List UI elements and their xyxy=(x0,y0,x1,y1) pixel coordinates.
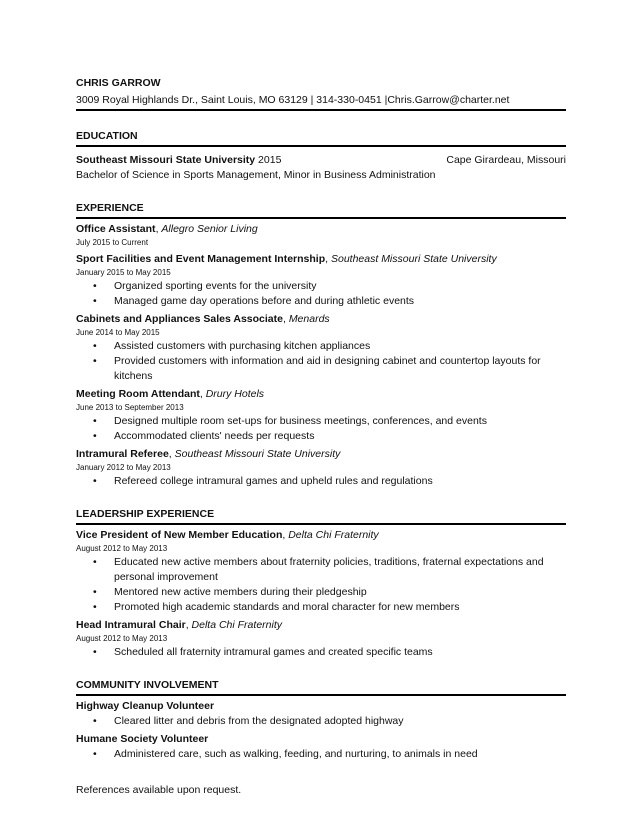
job-dates: August 2012 to May 2013 xyxy=(76,544,168,553)
job-role: Head Intramural Chair xyxy=(76,619,186,631)
job-separator: , xyxy=(325,253,331,265)
contact-line: 3009 Royal Highlands Dr., Saint Louis, MO 63129 | 314-330-0451 |Chris.Garrow@charter.net xyxy=(76,94,566,111)
bullet-list xyxy=(76,414,566,444)
education-school-row xyxy=(76,153,566,168)
job-organization: Delta Chi Fraternity xyxy=(288,529,379,541)
bullet-list xyxy=(76,645,566,660)
education-year: 2015 xyxy=(255,154,282,166)
job-role: Vice President of New Member Education xyxy=(76,529,283,541)
job-role: Meeting Room Attendant xyxy=(76,388,200,400)
section-title-community: COMMUNITY INVOLVEMENT xyxy=(76,679,566,696)
bullet-list xyxy=(76,339,566,384)
job-role: Cabinets and Appliances Sales Associate xyxy=(76,313,283,325)
job-role: Highway Cleanup Volunteer xyxy=(76,700,215,712)
job-separator: , xyxy=(168,448,175,460)
job-title-line xyxy=(76,252,566,267)
resume-page xyxy=(76,64,566,796)
experience-list xyxy=(76,222,566,489)
job-title-line xyxy=(76,618,566,633)
job-title-line xyxy=(76,387,566,402)
job-title-line xyxy=(76,222,566,237)
bullet-item: • Provided customers with information and aid in designing cabinet and countertop layouts for kitchens xyxy=(76,354,566,384)
references-note: References available upon request. xyxy=(76,784,242,796)
bullet-item: • Assisted customers with purchasing kitchen appliances xyxy=(76,339,566,354)
bullet-list xyxy=(76,555,566,615)
bullet-item: • Cleared litter and debris from the designated adopted highway xyxy=(76,714,566,729)
bullet-item: • Scheduled all fraternity intramural games and created specific teams xyxy=(76,645,566,660)
job-dates: January 2012 to May 2013 xyxy=(76,463,171,472)
community-list xyxy=(76,699,566,762)
job-organization: Menards xyxy=(288,313,330,325)
bullet-item: • Accommodated clients' needs per requests xyxy=(76,429,566,444)
job-title-line xyxy=(76,732,566,747)
bullet-item: • Administered care, such as walking, feeding, and nurturing, to animals in need xyxy=(76,747,566,762)
bullet-item: • Mentored new active members during their pledgeship xyxy=(76,585,566,600)
bullet-list xyxy=(76,474,566,489)
job-role: Humane Society Volunteer xyxy=(76,733,209,745)
section-title-education: EDUCATION xyxy=(76,130,566,147)
leadership-list xyxy=(76,528,566,660)
job-separator: , xyxy=(185,619,192,631)
education-school: Southeast Missouri State University xyxy=(76,154,256,166)
bullet-list xyxy=(76,279,566,309)
job-title-line xyxy=(76,528,566,543)
bullet-item: • Refereed college intramural games and upheld rules and regulations xyxy=(76,474,566,489)
job-organization: Drury Hotels xyxy=(205,388,265,400)
education-school-wrap xyxy=(76,153,281,168)
job-dates: June 2013 to September 2013 xyxy=(76,403,184,412)
job-organization: Delta Chi Fraternity xyxy=(191,619,282,631)
job-organization: Southeast Missouri State University xyxy=(330,253,497,265)
job-dates: August 2012 to May 2013 xyxy=(76,634,168,643)
job-title-line xyxy=(76,312,566,327)
bullet-item: • Promoted high academic standards and moral character for new members xyxy=(76,600,566,615)
job-separator: , xyxy=(282,529,289,541)
bullet-list xyxy=(76,714,566,729)
job-organization: Allegro Senior Living xyxy=(161,223,258,235)
bullet-item: • Designed multiple room set-ups for business meetings, conferences, and events xyxy=(76,414,566,429)
bullet-item: • Educated new active members about fraternity policies, traditions, fraternal expectations and personal improvement xyxy=(76,555,566,585)
bullet-list xyxy=(76,747,566,762)
job-role: Office Assistant xyxy=(76,223,156,235)
job-role: Sport Facilities and Event Management Internship xyxy=(76,253,326,265)
job-separator: , xyxy=(155,223,162,235)
job-dates: July 2015 to Current xyxy=(76,238,149,247)
job-title-line xyxy=(76,699,566,714)
job-organization: Southeast Missouri State University xyxy=(174,448,341,460)
job-role: Intramural Referee xyxy=(76,448,169,460)
section-title-leadership: LEADERSHIP EXPERIENCE xyxy=(76,508,566,525)
job-separator: , xyxy=(199,388,206,400)
bullet-item: • Organized sporting events for the university xyxy=(76,279,566,294)
bullet-item: • Managed game day operations before and during athletic events xyxy=(76,294,566,309)
job-dates: January 2015 to May 2015 xyxy=(76,268,171,277)
job-separator: , xyxy=(282,313,289,325)
job-title-line xyxy=(76,447,566,462)
candidate-name: CHRIS GARROW xyxy=(76,77,161,89)
section-title-experience: EXPERIENCE xyxy=(76,202,566,219)
education-location: Cape Girardeau, Missouri xyxy=(446,154,566,166)
education-degree: Bachelor of Science in Sports Management, Minor in Business Administration xyxy=(76,169,436,181)
job-dates: June 2014 to May 2015 xyxy=(76,328,160,337)
